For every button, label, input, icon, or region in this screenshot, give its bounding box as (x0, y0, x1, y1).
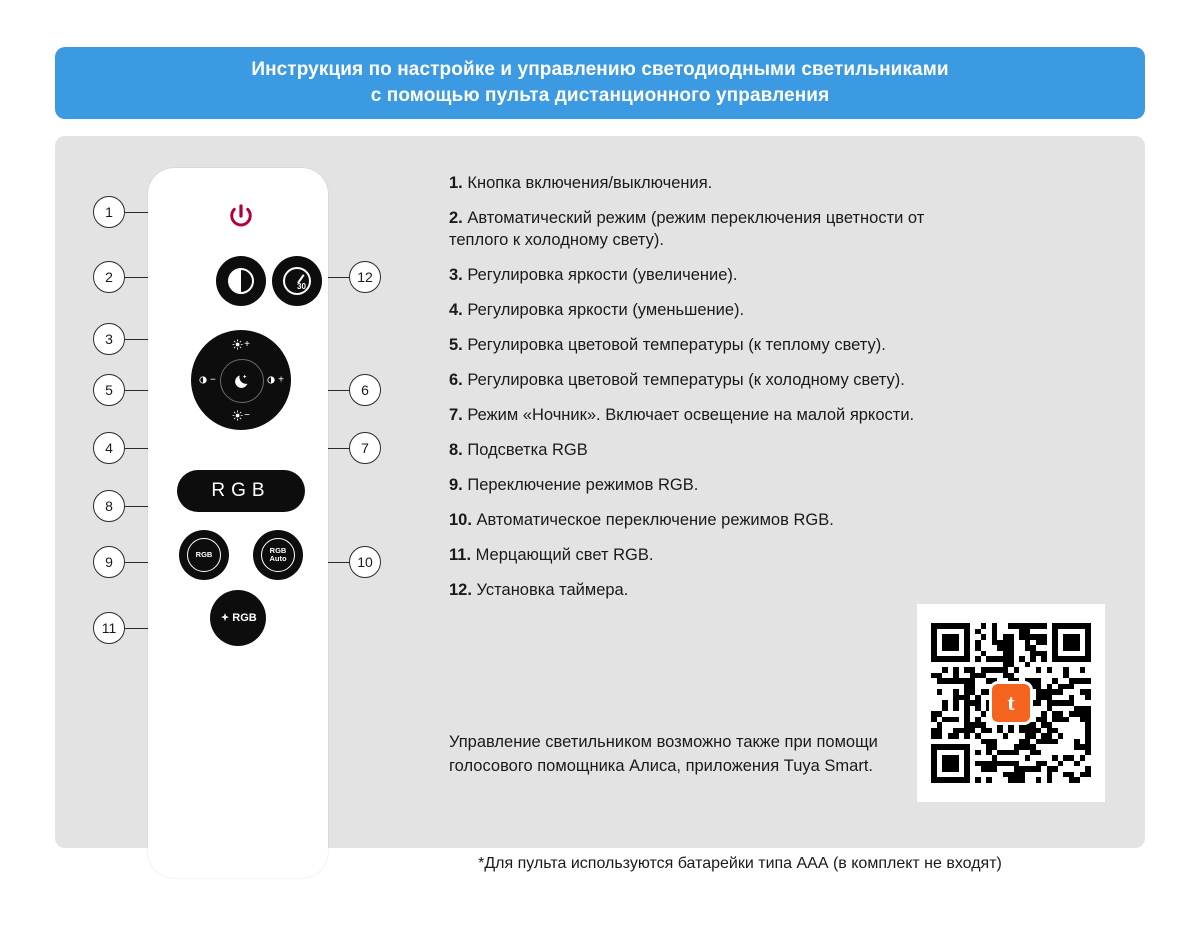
rgb-auto-icon (261, 538, 295, 572)
warm-temp-label[interactable] (198, 375, 216, 386)
instruction-item-5 (449, 334, 969, 356)
callout-7[interactable]: 7 (349, 432, 381, 464)
voice-assistant-note: Управление светильником возможно также при помощи голосового помощника Алиса, приложения Tuya Smart. (449, 733, 878, 775)
instruction-number-8: 8. (449, 441, 463, 459)
warm-light-icon (198, 375, 209, 386)
brightness-up-label[interactable] (232, 339, 250, 350)
brightness-down-label[interactable] (232, 410, 250, 421)
callout-3[interactable]: 3 (93, 323, 125, 355)
instruction-number-12: 12. (449, 581, 472, 599)
auto-mode-button[interactable] (216, 256, 266, 306)
instruction-item-12 (449, 579, 969, 601)
callout-12[interactable]: 12 (349, 261, 381, 293)
callout-10[interactable]: 10 (349, 546, 381, 578)
instruction-number-5: 5. (449, 336, 463, 354)
battery-note: *Для пульта используются батарейки типа ААА (в комплект не входят) (478, 855, 1002, 872)
instruction-text-5: Регулировка цветовой температуры (к теплому свету). (462, 336, 886, 354)
instruction-text-2: Автоматический режим (режим переключения цветности от теплого к холодному свету). (449, 209, 925, 249)
instruction-number-7: 7. (449, 406, 463, 424)
clock-icon (283, 267, 311, 295)
sparkle-icon (219, 612, 231, 624)
instruction-text-10: Автоматическое переключение режимов RGB. (471, 511, 834, 529)
instruction-item-6 (449, 369, 969, 391)
instruction-number-3: 3. (449, 266, 463, 284)
remote-control-body (148, 168, 328, 878)
timer-button[interactable] (272, 256, 322, 306)
callout-9[interactable]: 9 (93, 546, 125, 578)
instruction-number-2: 2. (449, 209, 463, 227)
instruction-item-3 (449, 264, 969, 286)
callout-6[interactable]: 6 (349, 374, 381, 406)
instruction-text-4: Регулировка яркости (уменьшение). (462, 301, 745, 319)
tuya-logo-icon: t (989, 681, 1033, 725)
brightness-color-dial[interactable] (191, 330, 291, 430)
instruction-number-9: 9. (449, 476, 463, 494)
instruction-number-4: 4. (449, 301, 463, 319)
callout-11[interactable]: 11 (93, 612, 125, 644)
callout-1[interactable]: 1 (93, 196, 125, 228)
rgb-pill-label: RGB (211, 480, 271, 501)
cool-temp-sign: + (278, 374, 284, 386)
instruction-text-12: Установка таймера. (471, 581, 629, 599)
page-title-line-2: с помощью пульта дистанционного управления (370, 85, 830, 106)
instruction-item-10 (449, 509, 969, 531)
instruction-list (449, 172, 969, 614)
page-title-banner (55, 47, 1145, 119)
instruction-item-11 (449, 544, 969, 566)
instruction-item-1 (449, 172, 969, 194)
instruction-text-1: Кнопка включения/выключения. (462, 174, 713, 192)
rgb-mode-icon (187, 538, 221, 572)
brightness-up-sign: + (244, 339, 250, 350)
rgb-auto-button[interactable] (253, 530, 303, 580)
callout-8[interactable]: 8 (93, 490, 125, 522)
rgb-auto-label-1: RGB (269, 546, 287, 555)
instruction-text-9: Переключение режимов RGB. (462, 476, 699, 494)
instruction-item-8 (449, 439, 969, 461)
instruction-text-7: Режим «Ночник». Включает освещение на малой яркости. (462, 406, 915, 424)
qr-code[interactable] (917, 604, 1105, 802)
sun-bright-icon (232, 339, 243, 350)
instruction-number-1: 1. (449, 174, 463, 192)
rgb-flash-icon (219, 612, 256, 624)
rgb-mode-label: RGB (195, 550, 213, 559)
instruction-item-7 (449, 404, 969, 426)
moon-star-icon (232, 371, 252, 391)
cool-light-icon (266, 375, 277, 386)
instruction-text-6: Регулировка цветовой температуры (к холодному свету). (462, 371, 905, 389)
instruction-item-2 (449, 207, 969, 251)
night-mode-button[interactable] (220, 359, 264, 403)
instruction-item-4 (449, 299, 969, 321)
callout-2[interactable]: 2 (93, 261, 125, 293)
rgb-flash-button[interactable] (210, 590, 266, 646)
half-circle-icon (228, 268, 254, 294)
rgb-flash-text: RGB (232, 612, 257, 624)
instruction-number-10: 10. (449, 511, 472, 529)
instruction-text-8: Подсветка RGB (462, 441, 588, 459)
instruction-text-3: Регулировка яркости (увеличение). (462, 266, 738, 284)
power-icon (226, 202, 256, 232)
warm-temp-sign: − (210, 374, 216, 386)
rgb-mode-switch-button[interactable] (179, 530, 229, 580)
callout-5[interactable]: 5 (93, 374, 125, 406)
callout-4[interactable]: 4 (93, 432, 125, 464)
instruction-item-9 (449, 474, 969, 496)
page-title-line-1: Инструкция по настройке и управлению светодиодными светильниками (251, 59, 949, 80)
instruction-text-11: Мерцающий свет RGB. (471, 546, 654, 564)
instruction-number-11: 11. (449, 546, 472, 564)
power-button[interactable] (224, 200, 258, 234)
instruction-number-6: 6. (449, 371, 463, 389)
rgb-auto-label-2: Auto (269, 554, 287, 563)
sun-dim-icon (232, 410, 243, 421)
brightness-down-sign: − (244, 410, 250, 421)
rgb-backlight-button[interactable] (177, 470, 305, 512)
cool-temp-label[interactable] (266, 375, 284, 386)
timer-value: 30 (297, 282, 306, 291)
